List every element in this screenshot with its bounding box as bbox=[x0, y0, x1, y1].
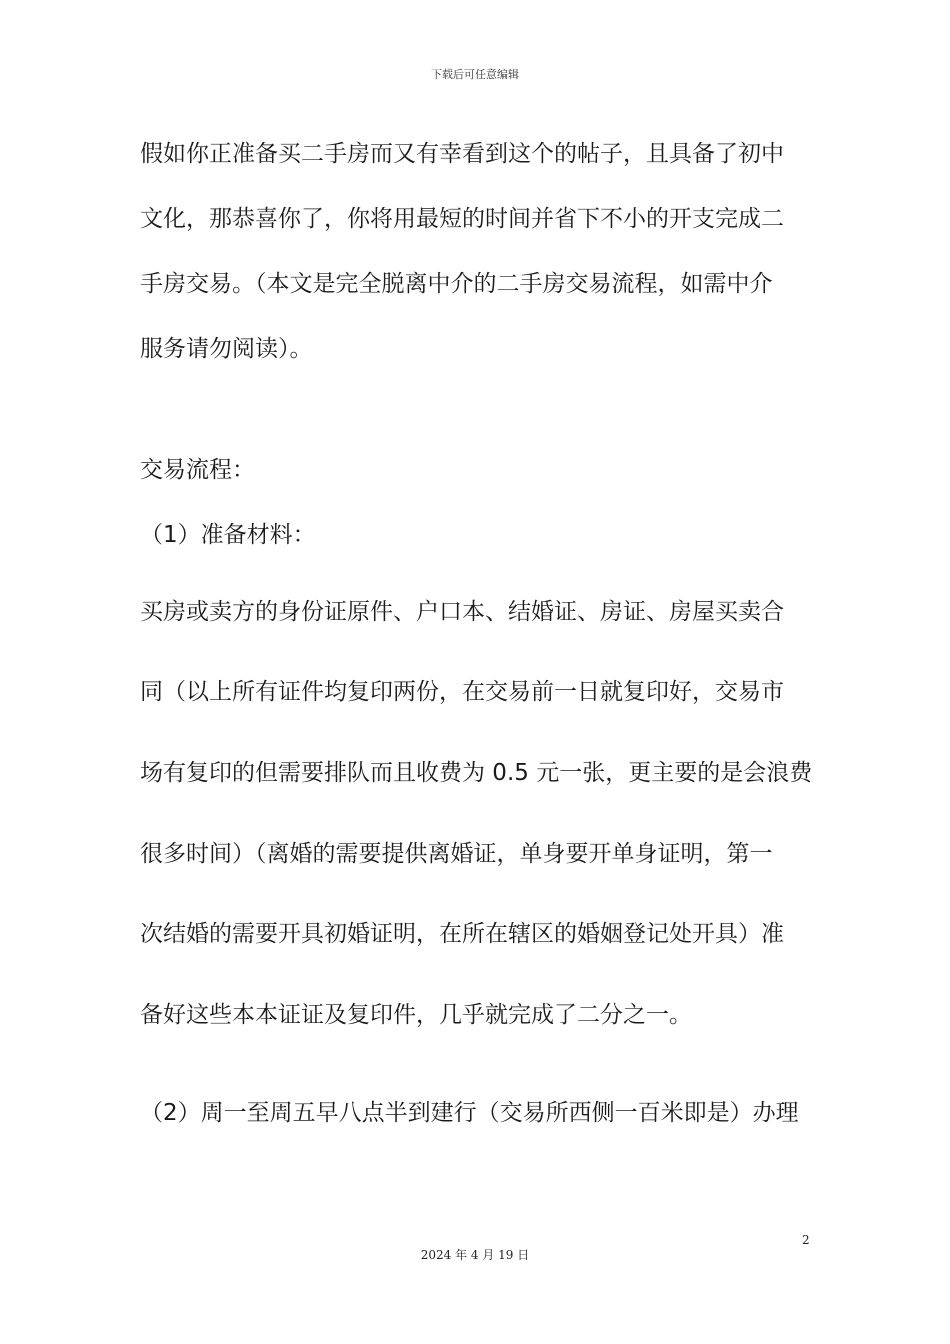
paragraph-line: 备好这些本本证证及复印件，几乎就完成了二分之一。 bbox=[140, 1002, 692, 1028]
subsection-heading: （1）准备材料： bbox=[140, 522, 316, 548]
paragraph-line: 假如你正准备买二手房而又有幸看到这个的帖子，且具备了初中 bbox=[140, 141, 784, 167]
paragraph-line: 次结婚的需要开具初婚证明，在所在辖区的婚姻登记处开具）准 bbox=[140, 921, 784, 947]
paragraph-line: 文化，那恭喜你了，你将用最短的时间并省下不小的开支完成二 bbox=[140, 206, 784, 232]
section-heading: 交易流程： bbox=[140, 457, 255, 483]
page-number: 2 bbox=[802, 1233, 810, 1247]
paragraph-line: （2）周一至周五早八点半到建行（交易所西侧一百米即是）办理 bbox=[140, 1100, 799, 1126]
paragraph-line: 服务请勿阅读）。 bbox=[140, 336, 313, 362]
footer-date: 2024 年 4 月 19 日 bbox=[420, 1248, 530, 1262]
paragraph-line: 手房交易。（本文是完全脱离中介的二手房交易流程，如需中介 bbox=[140, 271, 773, 297]
page-header: 下载后可任意编辑 bbox=[431, 68, 519, 81]
paragraph-line: 买房或卖方的身份证原件、户口本、结婚证、房证、房屋买卖合 bbox=[140, 599, 784, 625]
paragraph-line: 场有复印的但需要排队而且收费为 0.5 元一张，更主要的是会浪费 bbox=[140, 760, 813, 786]
paragraph-line: 很多时间）（离婚的需要提供离婚证，单身要开单身证明，第一 bbox=[140, 841, 773, 867]
paragraph-line: 同（以上所有证件均复印两份，在交易前一日就复印好，交易市 bbox=[140, 679, 784, 705]
